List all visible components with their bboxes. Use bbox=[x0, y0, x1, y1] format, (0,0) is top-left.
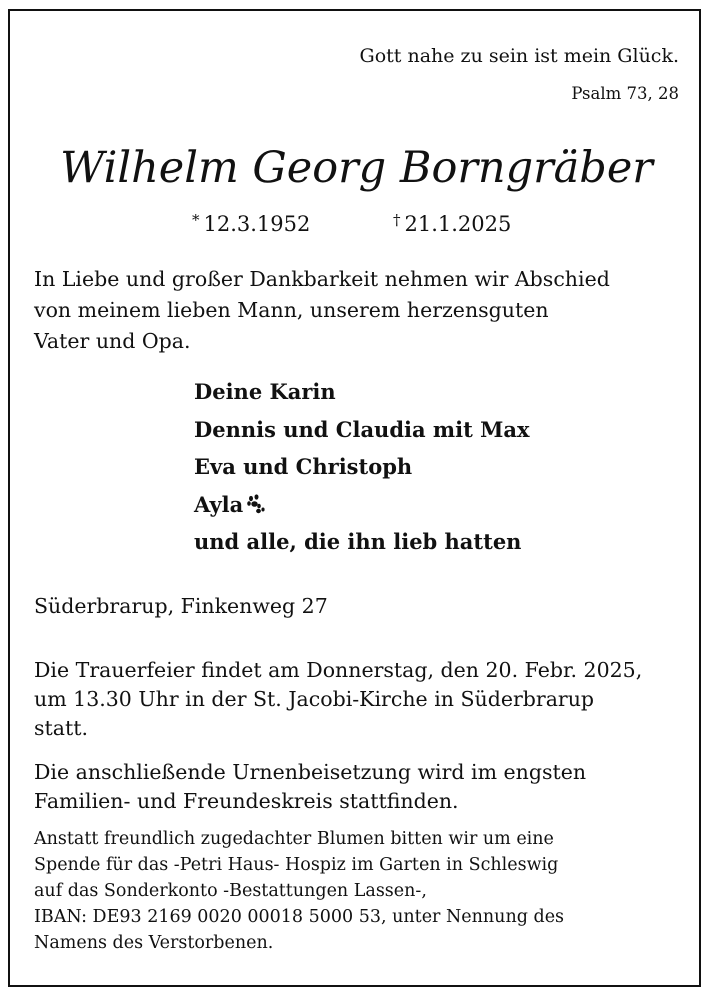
mourner-name: Deine Karin bbox=[194, 379, 336, 404]
donation-line: Namens des Verstorbenen. bbox=[34, 933, 274, 953]
birth-date: 12.3.1952 bbox=[203, 212, 311, 236]
death-date-line bbox=[393, 211, 511, 236]
donation-line: Spende für das -Petri Haus- Hospiz im Garten in Schleswig bbox=[34, 855, 559, 875]
mourner-name: Eva und Christoph bbox=[194, 454, 413, 479]
death-cross-symbol: † bbox=[393, 211, 401, 229]
burial-line: Familien- und Freundeskreis stattfinden. bbox=[34, 789, 459, 813]
donation-line: Anstatt freundlich zugedachter Blumen bitten wir um eine bbox=[34, 829, 554, 849]
mourner-name: und alle, die ihn lieb hatten bbox=[194, 529, 522, 554]
funeral-service-info bbox=[34, 656, 642, 743]
service-line: Die Trauerfeier findet am Donnerstag, den 20. Febr. 2025, bbox=[34, 658, 643, 682]
farewell-line: Vater und Opa. bbox=[34, 329, 191, 353]
farewell-line: von meinem lieben Mann, unserem herzensguten bbox=[34, 298, 549, 322]
farewell-line: In Liebe und großer Dankbarkeit nehmen wir Abschied bbox=[34, 267, 610, 291]
paw-print-icon bbox=[246, 494, 266, 514]
bible-quote: Gott nahe zu sein ist mein Glück. bbox=[359, 45, 679, 67]
birth-star-symbol: * bbox=[192, 211, 200, 229]
deceased-name: Wilhelm Georg Borngräber bbox=[60, 143, 653, 193]
donation-request bbox=[34, 826, 564, 956]
birth-date-line bbox=[192, 211, 310, 236]
farewell-text bbox=[34, 264, 684, 357]
mourner-pet-line bbox=[194, 486, 529, 524]
donation-line: IBAN: DE93 2169 0020 00018 5000 53, unter Nennung des bbox=[34, 907, 565, 927]
burial-line: Die anschließende Urnenbeisetzung wird im engsten bbox=[34, 760, 587, 784]
death-date: 21.1.2025 bbox=[404, 212, 512, 236]
mourners-list bbox=[194, 373, 529, 561]
bible-quote-source: Psalm 73, 28 bbox=[571, 84, 679, 103]
urn-burial-info bbox=[34, 758, 586, 816]
service-line: statt. bbox=[34, 716, 88, 740]
mourner-name: Ayla bbox=[194, 491, 244, 517]
service-line: um 13.30 Uhr in der St. Jacobi-Kirche in Süderbrarup bbox=[34, 687, 595, 711]
donation-line: auf das Sonderkonto -Bestattungen Lassen-, bbox=[34, 881, 427, 901]
mourner-name: Dennis und Claudia mit Max bbox=[194, 416, 530, 442]
family-address: Süderbrarup, Finkenweg 27 bbox=[34, 594, 328, 618]
